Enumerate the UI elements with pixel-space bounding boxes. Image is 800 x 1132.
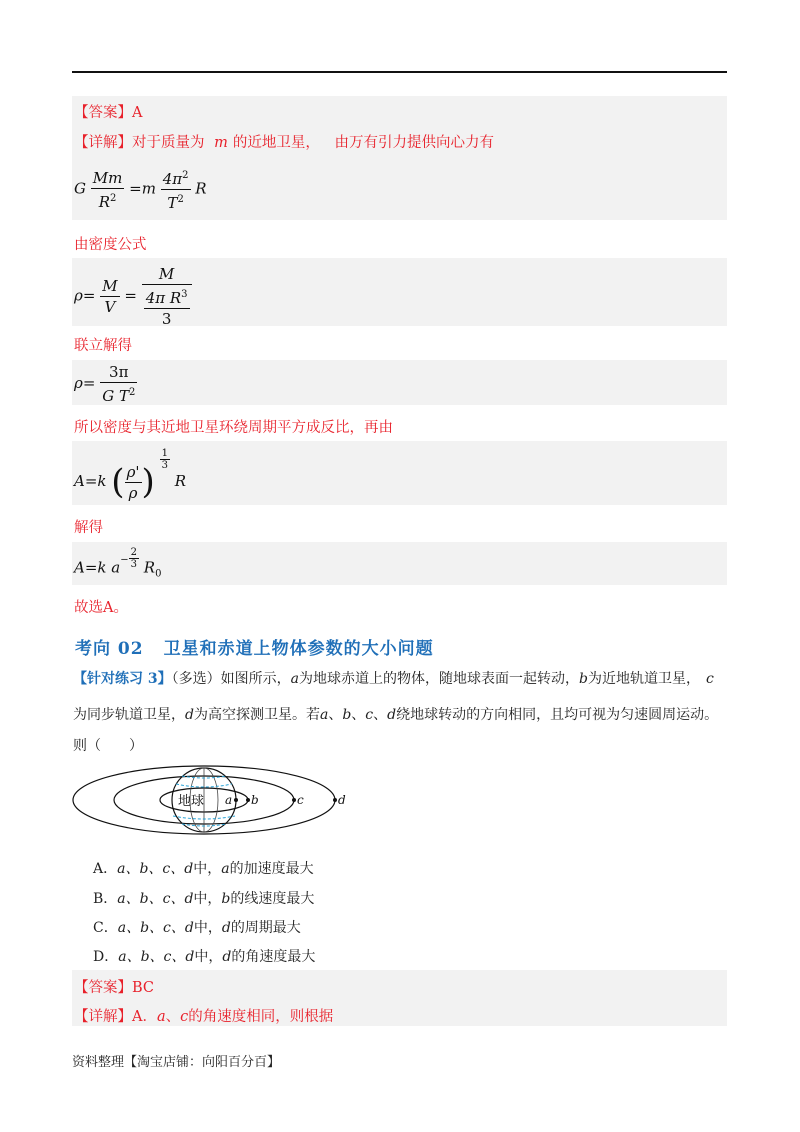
fraction xyxy=(161,166,191,213)
step-combine: 联立解得 xyxy=(74,338,132,354)
fraction xyxy=(100,276,119,317)
eq-numerator: 2 xyxy=(130,547,138,558)
eq-numerator xyxy=(161,166,191,190)
heading-title: 卫星和赤道上物体参数的大小问题 xyxy=(163,639,434,659)
option-b[interactable] xyxy=(93,888,314,908)
paren-left: ( xyxy=(111,462,125,502)
paren-right: ) xyxy=(141,462,155,502)
point-b xyxy=(246,798,250,802)
question-line-2 xyxy=(73,704,718,724)
eq-symbol: ρ xyxy=(74,374,83,392)
option-text: 中， xyxy=(193,891,222,907)
eq-symbol: k xyxy=(97,472,107,490)
eq-denominator: ρ xyxy=(128,483,138,502)
step-solve: 解得 xyxy=(74,520,103,536)
equation-result xyxy=(74,362,137,406)
var-a: a xyxy=(290,671,299,687)
option-var: b xyxy=(221,891,231,907)
option-a[interactable] xyxy=(93,858,314,878)
question-text: 、 xyxy=(328,707,343,723)
eq-numerator xyxy=(125,462,142,483)
detail-line-2 xyxy=(74,1005,333,1026)
eq-numerator: Mm xyxy=(92,168,123,187)
option-vars: a、b、c、d xyxy=(117,891,194,907)
answer-label: 【答案】 xyxy=(74,980,132,996)
fraction xyxy=(125,462,142,503)
eq-subscript: 0 xyxy=(155,568,162,580)
option-vars: a、b、c、d xyxy=(117,861,194,877)
eq-symbol: R xyxy=(98,192,111,211)
var-d: d xyxy=(185,707,194,723)
detail-text: 、 xyxy=(165,1009,181,1025)
question-text: 绕地球转动的方向相同，且均可视为匀速圆周运动。 xyxy=(396,707,719,723)
question-tag: 【针对练习 3】 xyxy=(73,671,172,687)
fraction xyxy=(142,264,192,329)
eq-symbol: R xyxy=(195,179,207,198)
answer-value: BC xyxy=(132,980,155,996)
eq-operator: = xyxy=(84,472,98,490)
eq-denominator xyxy=(100,383,137,406)
option-text: 的线速度最大 xyxy=(230,891,315,907)
var-a: a xyxy=(319,707,329,723)
option-var: a xyxy=(221,861,230,877)
step-density: 由密度公式 xyxy=(74,237,147,253)
var-b: b xyxy=(578,671,588,687)
option-var: d xyxy=(222,949,232,965)
eq-numerator xyxy=(144,285,190,309)
label-c: c xyxy=(297,793,304,807)
var-m: m xyxy=(214,135,228,151)
fraction xyxy=(100,362,137,406)
eq-symbol: 4π R xyxy=(145,289,182,307)
var-d: d xyxy=(387,707,397,723)
eq-symbol: R xyxy=(143,558,156,577)
eq-denominator xyxy=(91,189,125,212)
eq-denominator: 3 xyxy=(161,460,168,471)
eq-symbol: ρ xyxy=(74,286,83,305)
option-prefix: A． xyxy=(93,861,118,877)
option-text: 的加速度最大 xyxy=(229,861,314,877)
option-var: d xyxy=(221,920,231,936)
eq-exponent: 2 xyxy=(182,170,189,181)
eq-denominator: V xyxy=(104,298,116,316)
option-c[interactable] xyxy=(93,917,301,937)
label-a: a xyxy=(225,793,233,807)
answer-line xyxy=(74,101,142,122)
eq-operator: = xyxy=(129,179,142,198)
equation-solution xyxy=(74,547,161,580)
question-line-1 xyxy=(73,668,714,688)
footer-note: 资料整理【淘宝店铺：向阳百分百】 xyxy=(72,1055,281,1070)
exponent-fraction xyxy=(129,547,139,570)
eq-exponent: 2 xyxy=(110,192,117,204)
eq-exponent: 2 xyxy=(177,194,184,205)
answer-label: 【答案】 xyxy=(74,105,132,121)
eq-exponent: 2 xyxy=(128,387,136,398)
heading-number: 考向 02 xyxy=(75,639,144,659)
question-text: 为高空探测卫星。若 xyxy=(193,707,320,723)
option-vars: a、b、c、d xyxy=(118,949,195,965)
option-text: 中， xyxy=(194,949,223,965)
detail-line xyxy=(74,131,494,152)
option-prefix: C． xyxy=(93,920,118,936)
eq-numerator: M xyxy=(102,277,118,295)
question-line-3: 则（ ） xyxy=(73,738,143,754)
eq-symbol: a xyxy=(111,558,121,577)
answer-line-2 xyxy=(74,976,154,997)
orbit-diagram xyxy=(72,762,372,842)
eq-numerator: 3π xyxy=(100,362,137,383)
detail-text: 由万有引力提供向心力有 xyxy=(334,135,494,151)
eq-exponent: 3 xyxy=(181,289,188,300)
point-a xyxy=(234,798,238,802)
detail-text: A． xyxy=(132,1009,157,1025)
earth-label: 地球 xyxy=(178,794,205,809)
var-a: a xyxy=(156,1009,166,1025)
equation-amplitude xyxy=(74,448,186,503)
eq-symbol: T xyxy=(167,194,178,212)
var-c: c xyxy=(705,671,714,687)
eq-denominator xyxy=(142,285,192,329)
section-heading xyxy=(75,634,434,659)
eq-denominator xyxy=(161,190,191,213)
question-text: （多选）如图所示， xyxy=(171,671,291,687)
var-c: c xyxy=(365,707,374,723)
detail-label: 【详解】 xyxy=(74,135,132,151)
step-choose: 故选A。 xyxy=(74,600,128,616)
eq-symbol: m xyxy=(141,179,156,198)
question-text: 为近地轨道卫星， xyxy=(587,671,700,687)
detail-text: 对于质量为 xyxy=(132,135,205,151)
option-text: 中， xyxy=(193,861,222,877)
fraction xyxy=(91,168,125,212)
eq-symbol: 4π xyxy=(162,170,183,188)
eq-symbol: ρ xyxy=(126,462,136,481)
detail-text: 的角速度相同，则根据 xyxy=(188,1009,334,1025)
point-c xyxy=(292,798,296,802)
eq-denominator: 3 xyxy=(130,559,138,570)
equation-gravity xyxy=(74,166,207,213)
detail-text: 的近地卫星， xyxy=(232,135,320,151)
eq-symbol: k xyxy=(97,558,107,577)
question-text: 、 xyxy=(351,707,366,723)
question-text: 、 xyxy=(373,707,388,723)
question-text: 为地球赤道上的物体，随地球表面一起转动， xyxy=(298,671,579,687)
eq-operator: = xyxy=(124,286,137,305)
solution-block xyxy=(72,542,727,585)
option-prefix: B． xyxy=(93,891,118,907)
eq-numerator: M xyxy=(142,264,192,285)
option-text: 中， xyxy=(193,920,222,936)
eq-operator: = xyxy=(82,286,96,305)
eq-symbol: G xyxy=(74,179,86,198)
label-b: b xyxy=(251,793,259,807)
option-d[interactable] xyxy=(93,946,315,966)
option-vars: a、b、c、d xyxy=(117,920,194,936)
step-therefore: 所以密度与其近地卫星环绕周期平方成反比，再由 xyxy=(74,420,393,436)
var-c: c xyxy=(180,1009,189,1025)
eq-symbol: R xyxy=(174,472,187,490)
eq-symbol: A xyxy=(74,472,85,490)
exponent-fraction xyxy=(160,448,170,471)
detail-label: 【详解】 xyxy=(74,1009,132,1025)
header-rule xyxy=(72,71,727,73)
var-b: b xyxy=(342,707,352,723)
point-d xyxy=(333,798,337,802)
eq-numerator: 1 xyxy=(161,448,168,459)
eq-exponent-sign: − xyxy=(120,554,129,566)
eq-denominator: 3 xyxy=(161,310,172,328)
label-d: d xyxy=(338,793,346,807)
fraction xyxy=(144,285,190,329)
eq-prime: ' xyxy=(135,462,140,481)
question-text: 为同步轨道卫星， xyxy=(73,707,185,723)
option-prefix: D． xyxy=(93,949,119,965)
option-text: 的角速度最大 xyxy=(231,949,316,965)
eq-operator: = xyxy=(82,374,96,392)
eq-symbol: A xyxy=(74,558,85,577)
eq-operator: = xyxy=(84,558,98,577)
eq-symbol: G T xyxy=(102,387,129,405)
answer-value: A xyxy=(132,105,143,121)
equation-density xyxy=(74,264,192,329)
option-text: 的周期最大 xyxy=(230,920,301,936)
result-block xyxy=(72,360,727,405)
